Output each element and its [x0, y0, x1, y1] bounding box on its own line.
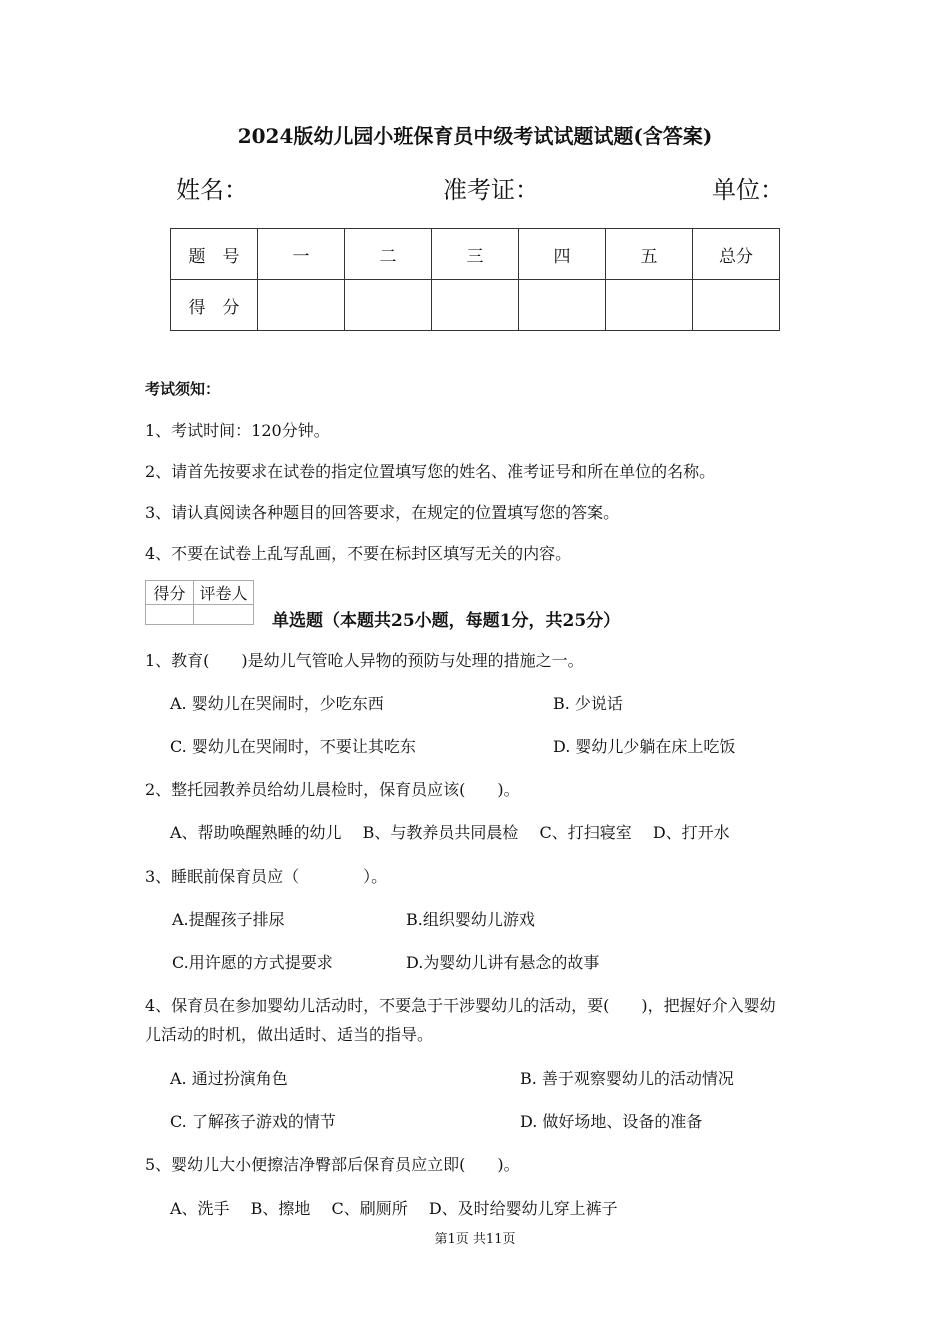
notice-item: 4、不要在试卷上乱写乱画，不要在标封区填写无关的内容。: [145, 544, 572, 563]
notice-item: 2、请首先按要求在试卷的指定位置填写您的姓名、准考证号和所在单位的名称。: [145, 462, 716, 481]
question-1-option-d[interactable]: D. 婴幼儿少躺在床上吃饭: [553, 737, 736, 756]
question-2-options[interactable]: A、帮助唤醒熟睡的幼儿 B、与教养员共同晨检 C、打扫寝室 D、打开水: [170, 823, 730, 842]
score-input-total[interactable]: [693, 280, 780, 331]
score-cell-1: 一: [258, 229, 345, 280]
question-5-stem: 5、婴幼儿大小便擦洁净臀部后保育员应立即( )。: [145, 1155, 520, 1174]
question-1-option-b[interactable]: B. 少说话: [553, 694, 623, 713]
unit-label: 单位：: [712, 176, 784, 204]
score-cell-5: 五: [606, 229, 693, 280]
grader-score-input[interactable]: [146, 605, 194, 625]
question-4-option-a[interactable]: A. 通过扮演角色: [170, 1069, 288, 1088]
question-4-option-d[interactable]: D. 做好场地、设备的准备: [520, 1112, 703, 1131]
score-input-3[interactable]: [432, 280, 519, 331]
score-row-label: 得 分: [171, 280, 258, 331]
question-3-option-d[interactable]: D.为婴幼儿讲有悬念的故事: [406, 953, 600, 972]
document-title: 2024版幼儿园小班保育员中级考试试题试题(含答案): [237, 124, 713, 148]
question-1-option-c[interactable]: C. 婴幼儿在哭闹时，不要让其吃东: [170, 737, 416, 756]
score-table-header-row: [171, 229, 780, 280]
question-3-option-b[interactable]: B.组织婴幼儿游戏: [406, 910, 535, 929]
score-input-4[interactable]: [519, 280, 606, 331]
exam-number-label: 准考证：: [443, 176, 539, 204]
question-4-stem: 4、保育员在参加婴幼儿活动时，不要急于干涉婴幼儿的活动，要( )，把握好介入婴幼: [145, 996, 776, 1015]
grader-name-label: 评卷人: [194, 581, 254, 605]
notice-heading: 考试须知：: [145, 380, 221, 398]
question-3-option-a[interactable]: A.提醒孩子排尿: [172, 910, 285, 929]
question-1-option-a[interactable]: A. 婴幼儿在哭闹时，少吃东西: [170, 694, 384, 713]
question-2-stem: 2、整托园教养员给幼儿晨检时，保育员应该( )。: [145, 780, 520, 799]
grader-box: [145, 580, 254, 625]
page-number: 第1页 共11页: [434, 1232, 516, 1247]
question-4-option-b[interactable]: B. 善于观察婴幼儿的活动情况: [520, 1069, 734, 1088]
score-input-1[interactable]: [258, 280, 345, 331]
grader-name-input[interactable]: [194, 605, 254, 625]
question-4-option-c[interactable]: C. 了解孩子游戏的情节: [170, 1112, 336, 1131]
question-3-option-c[interactable]: C.用许愿的方式提要求: [172, 953, 333, 972]
notice-item: 3、请认真阅读各种题目的回答要求，在规定的位置填写您的答案。: [145, 503, 620, 522]
score-table-score-row: [171, 280, 780, 331]
score-cell-3: 三: [432, 229, 519, 280]
score-cell-total: 总分: [693, 229, 780, 280]
question-4-stem-continued: 儿活动的时机，做出适时、适当的指导。: [145, 1025, 434, 1044]
score-cell-2: 二: [345, 229, 432, 280]
score-input-5[interactable]: [606, 280, 693, 331]
question-1-stem: 1、教育( )是幼儿气管呛人异物的预防与处理的措施之一。: [145, 651, 584, 670]
score-cell-label: 题 号: [171, 229, 258, 280]
score-cell-4: 四: [519, 229, 606, 280]
question-3-stem: 3、睡眠前保育员应（ ）。: [145, 867, 388, 886]
score-table: [170, 228, 780, 331]
question-5-options[interactable]: A、洗手 B、擦地 C、刷厕所 D、及时给婴幼儿穿上裤子: [170, 1199, 618, 1218]
notice-item: 1、考试时间：120分钟。: [145, 421, 330, 440]
score-input-2[interactable]: [345, 280, 432, 331]
grader-score-label: 得分: [146, 581, 194, 605]
section-title: 单选题（本题共25小题，每题1分，共25分）: [272, 611, 621, 631]
name-label: 姓名：: [176, 176, 248, 204]
